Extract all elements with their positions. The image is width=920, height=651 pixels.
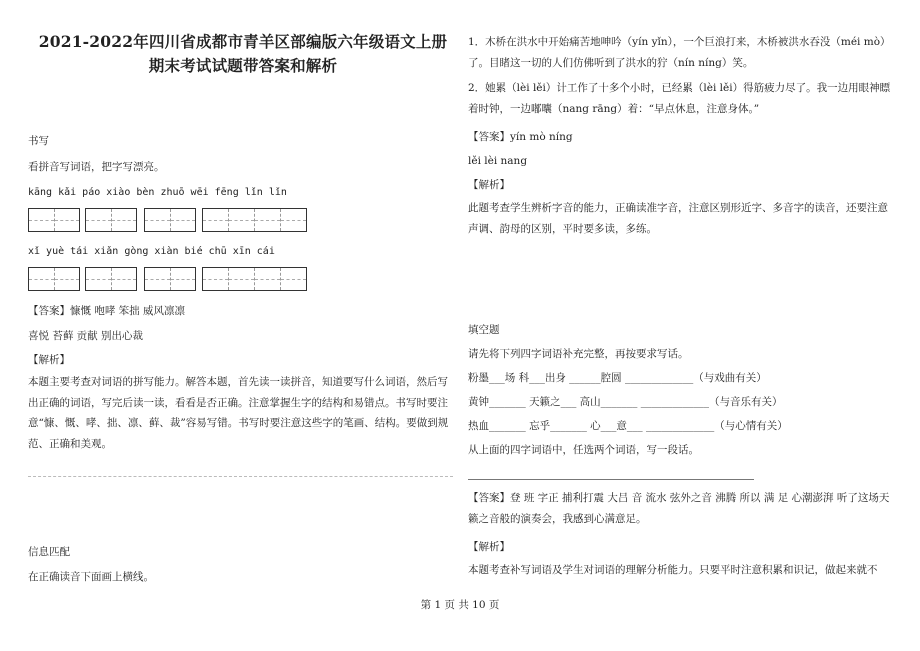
writing-box xyxy=(28,267,80,291)
fill-write-instruction: 从上面的四字词语中，任选两个词语，写一段话。 xyxy=(468,444,699,456)
writing-box xyxy=(144,208,196,232)
writing-grid-row-1 xyxy=(28,208,310,234)
answer-fill-text: 【答案】登 班 字正 捕利打震 大吕 音 流水 弦外之音 沸腾 所以 满 足 心潮澎湃 听了这场天籁之音般的演奏会，我感到心满意足。 xyxy=(468,492,890,525)
answer-reading-line-1: 【答案】yín mò níng xyxy=(468,131,573,143)
title-line-1: 2021-2022年四川省成都市青羊区部编版六年级语文上册 xyxy=(38,32,448,51)
question-2: 2．她累（lèi lěi）计工作了十多个小时，已经累（lèi lěi）得筋疲力尽了。我一边用眼神瞟着时钟，一边嘟囔（nang rāng）着：“早点休息，注意身体。” xyxy=(468,82,891,115)
title-line-2: 期末考试试题带答案和解析 xyxy=(148,56,338,75)
analysis-writing-text: 本题主要考查对词语的拼写能力。解答本题，首先读一读拼音，知道要写什么词语，然后写出正确的词语，写完后读一读，看看是否正确。注意掌握生字的结构和易错点。书写时要注意“慷、慨、哮、拙、凛、藓、裁”容易写错。书写时要注意这些字的笔画、结构。要做到规范、正确和美观。 xyxy=(28,376,449,450)
writing-box xyxy=(202,267,307,291)
writing-box xyxy=(202,208,307,232)
section-heading-writing: 书写 xyxy=(28,135,49,147)
analysis-fill-text: 本题考查补写词语及学生对词语的理解分析能力。只要平时注意积累和识记，做起来就不 xyxy=(468,564,878,576)
fill-row-3: 热血_______ 忘乎_______ 心___意___ _____________（与心情有关） xyxy=(468,420,788,432)
matching-instruction: 在正确读音下面画上横线。 xyxy=(28,571,154,583)
analysis-reading-text: 此题考查学生辨析字音的能力，正确读准字音，注意区别形近字、多音字的读音，还要注意声调、韵母的区别，平时要多读，多练。 xyxy=(468,202,888,235)
writing-box xyxy=(85,267,137,291)
answer-writing-line-1: 【答案】慷慨 咆哮 笨拙 威风凛凛 xyxy=(28,305,186,317)
writing-instruction: 看拼音写词语，把字写漂亮。 xyxy=(28,161,165,173)
writing-box xyxy=(144,267,196,291)
section-heading-matching: 信息匹配 xyxy=(28,546,70,558)
pinyin-row-1: kāng kǎi páo xiào bèn zhuō wēi fēng lǐn lǐn xyxy=(28,187,287,198)
page-title xyxy=(28,30,458,78)
writing-box xyxy=(85,208,137,232)
analysis-tag-writing: 【解析】 xyxy=(28,354,70,366)
answer-writing-line-2: 喜悦 苔藓 贡献 别出心裁 xyxy=(28,330,144,342)
writing-box xyxy=(28,208,80,232)
page-footer: 第 1 页 共 10 页 xyxy=(420,599,500,611)
fill-instruction: 请先将下列四字词语补充完整，再按要求写话。 xyxy=(468,348,689,360)
section-heading-fill: 填空题 xyxy=(468,324,500,336)
writing-line xyxy=(468,479,754,480)
pinyin-row-2: xǐ yuè tái xiǎn gòng xiàn bié chū xīn cái xyxy=(28,246,275,257)
divider xyxy=(28,476,453,477)
question-1: 1．木桥在洪水中开始痛苦地呻吟（yín yǐn），一个巨浪打来，木桥被洪水吞没（méi mò）了。目睹这一切的人们仿佛听到了洪水的狞（nín níng）笑。 xyxy=(468,36,891,69)
answer-reading-line-2: lěi lèi nang xyxy=(468,155,528,167)
fill-row-2: 黄钟_______ 天籁之___ 高山_______ _____________（与音乐有关） xyxy=(468,396,783,408)
analysis-tag-fill: 【解析】 xyxy=(468,541,510,553)
analysis-tag-reading: 【解析】 xyxy=(468,179,510,191)
writing-grid-row-2 xyxy=(28,267,310,293)
fill-row-1: 粉墨___场 科___出身 ______腔圆 _____________（与戏曲有关） xyxy=(468,372,767,384)
